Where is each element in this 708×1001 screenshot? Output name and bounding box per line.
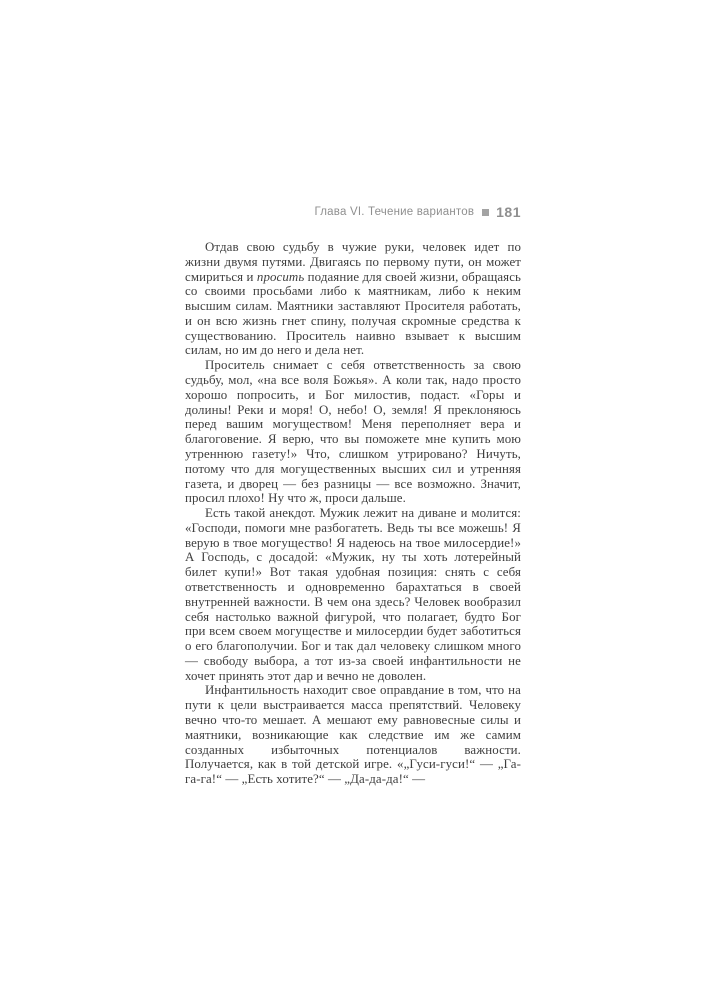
- paragraph-2: Проситель снимает с себя ответственность за свою судьбу, мол, «на все воля Божья». А коли так, надо просто хорошо попросить, и Бог милостив, подаст. «Горы и долины! Реки и моря! О, небо! О, земля! Я преклоняюсь перед вашим могуществом! Меня переполняет вера и благоговение. Я верю, что вы поможете мне купить мою утреннюю газету!» Что, слишком утрировано? Ничуть, потому что для могущественных высших сил и утренняя газета, и дворец — без разницы — все возможно. Значит, просил плохо! Ну что ж, проси дальше.: [185, 358, 521, 506]
- chapter-title: Глава VI. Течение вариантов: [314, 206, 475, 218]
- paragraph-1-text-post: подаяние для своей жизни, обращаясь со своими просьбами либо к маятникам, либо к неким высшим силам. Маятники заставляют Просителя работать, и он всю жизнь гнет спину, получая скромные средства к существованию. Проситель наивно взывает к высшим силам, но им до него и дела нет.: [185, 269, 522, 358]
- paragraph-3: Есть такой анекдот. Мужик лежит на диване и молится: «Господи, помоги мне разбогатеть. Ведь ты все можешь! Я верую в твое могущество! Я надеюсь на твое милосердие!» А Господь, с досадой: «Мужик, ну ты хоть лотерейный билет купи!» Вот такая удобная позиция: снять с себя ответственность и одновременно барахтаться в своей внутренней важности. В чем она здесь? Человек вообразил себя настолько важной фигурой, что полагает, будто Бог при всем своем могуществе и милосердии будет заботиться о его благополучии. Бог и так дал человеку слишком много — свободу выбора, а тот из-за своей инфантильности не хочет принять этот дар и вечно не доволен.: [185, 506, 521, 683]
- square-bullet-icon: [482, 209, 489, 216]
- page-number: 181: [496, 204, 521, 220]
- paragraph-1-italic-word: просить: [256, 269, 305, 284]
- paragraph-1: [185, 240, 521, 358]
- page-text: [185, 240, 521, 787]
- paragraph-1-text-pre: Отдав свою судьбу в чужие руки, человек идет по жизни двумя путями. Двигаясь по первому пути, он может смириться и: [185, 240, 521, 284]
- paragraph-4: Инфантильность находит свое оправдание в том, что на пути к цели выстраивается масса препятствий. Человеку вечно что-то мешает. А мешают ему равновесные силы и маятники, возникающие как следствие им же самим созданных избыточных потенциалов важности. Получается, как в той детской игре. «„Гуси-гуси!“ — „Га-га-га!“ — „Есть хотите?“ — „Да-да-да!“ —: [185, 683, 521, 787]
- running-head: [185, 204, 521, 220]
